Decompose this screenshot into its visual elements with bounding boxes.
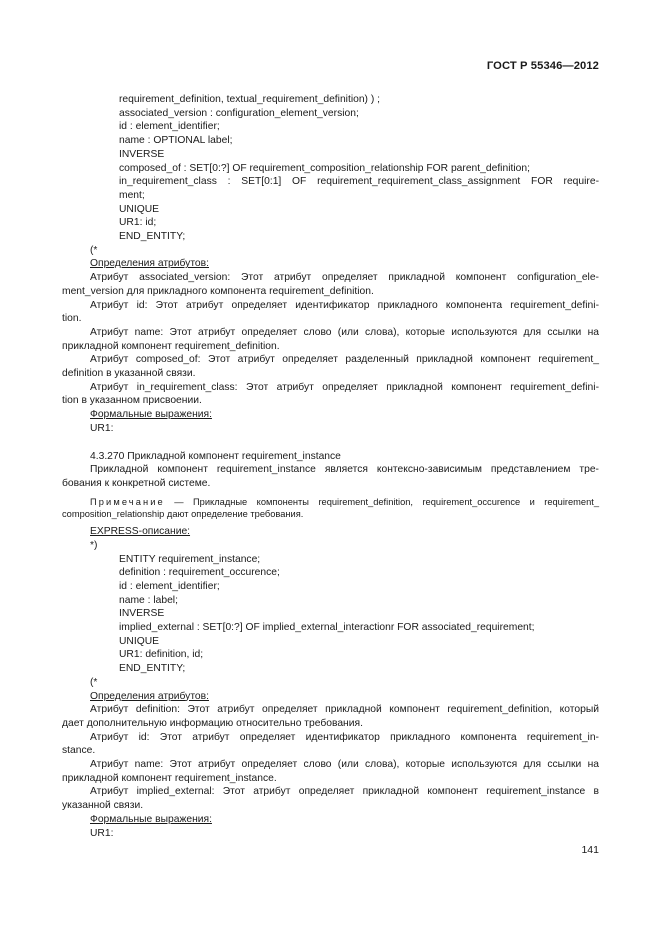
attribute-text: прикладной компонент requirement_instance. [62, 772, 277, 784]
formal-expressions-heading: Формальные выражения: [90, 409, 212, 421]
code-line: id : element_identifier; [119, 580, 220, 592]
code-line: name : OPTIONAL label; [119, 135, 233, 147]
attribute-text: Атрибут associated_version: Этот атрибут определяет прикладной компонент configuration_ele- [90, 272, 599, 284]
attributes-heading: Определения атрибутов: [90, 690, 209, 702]
note-line [62, 496, 599, 508]
code-line: id : element_identifier; [119, 121, 220, 133]
code-line: ment; [119, 189, 145, 201]
attribute-text: Атрибут name: Этот атрибут определяет слово (или слова), которые используются для ссылки на [90, 326, 599, 338]
attribute-text: указанной связи. [62, 800, 144, 812]
attribute-text: Атрибут name: Этот атрибут определяет слово (или слова), которые используются для ссылки на [90, 759, 599, 771]
express-heading: EXPRESS-описание: [90, 526, 191, 538]
comment-open: (* [90, 244, 98, 256]
attribute-text: Атрибут id: Этот атрибут определяет идентификатор прикладного компонента requirement_defini- [90, 299, 599, 311]
code-line: INVERSE [119, 608, 165, 620]
section-title: 4.3.270 Прикладной компонент requirement_instance [90, 450, 341, 462]
attribute-text: Атрибут in_requirement_class: Этот атрибут определяет прикладной компонент requirement_defini- [90, 381, 599, 393]
code-line: composed_of : SET[0:?] OF requirement_composition_relationship FOR parent_definition; [119, 162, 530, 174]
comment-open: (* [90, 676, 98, 688]
code-line: UR1: definition, id; [119, 649, 204, 661]
attribute-text: definition в указанной связи. [62, 368, 196, 380]
attribute-text: tion. [62, 313, 82, 325]
code-line: END_ENTITY; [119, 231, 186, 243]
section-description: Прикладной компонент requirement_instance является контексно-зависимым представлением тре- [90, 464, 599, 476]
attribute-text: stance. [62, 745, 96, 757]
page-content [62, 93, 599, 840]
note-text: composition_relationship дают определение требования. [62, 508, 304, 519]
attribute-text: прикладной компонент requirement_definition. [62, 340, 280, 352]
attribute-text: Атрибут definition: Этот атрибут определяет прикладной компонент requirement_definition, который [90, 704, 599, 716]
attribute-text: Атрибут implied_external: Этот атрибут определяет прикладной компонент requirement_instance в [90, 786, 599, 798]
code-line: UNIQUE [119, 635, 160, 647]
attribute-text: дает дополнительную информацию относительно требования. [62, 717, 363, 729]
rule-ur1: UR1: [90, 422, 114, 434]
attribute-text: Атрибут composed_of: Этот атрибут определяет разделенный прикладной компонент requirement_ [90, 354, 599, 366]
attribute-text: Атрибут id: Этот атрибут определяет идентификатор прикладного компонента requirement_in- [90, 731, 599, 743]
code-line: UR1: id; [119, 217, 157, 229]
note-label: Примечание [90, 496, 165, 507]
attribute-text: tion в указанном присвоении. [62, 395, 202, 407]
code-line: definition : requirement_occurence; [119, 567, 280, 579]
note-text: — Прикладные компоненты requirement_definition, requirement_occurence и requirement_ [164, 496, 599, 507]
code-line: associated_version : configuration_element_version; [119, 107, 359, 119]
code-block-requirement-definition [62, 93, 599, 244]
attributes-heading: Определения атрибутов: [90, 258, 209, 270]
section-description: бования к конкретной системе. [62, 477, 211, 489]
page-number: 141 [581, 844, 599, 856]
express-open: *) [90, 539, 98, 551]
code-line: in_requirement_class : SET[0:1] OF requirement_requirement_class_assignment FOR require- [119, 176, 599, 188]
code-line: ENTITY requirement_instance; [119, 553, 261, 565]
code-line: implied_external : SET[0:?] OF implied_external_interactionr FOR associated_requirement; [119, 622, 535, 634]
standard-header: ГОСТ Р 55346—2012 [486, 60, 599, 72]
code-line: UNIQUE [119, 203, 160, 215]
code-line: requirement_definition, textual_requirement_definition) ) ; [119, 94, 381, 105]
code-line: name : label; [119, 594, 178, 606]
code-line: INVERSE [119, 148, 165, 160]
formal-expressions-heading: Формальные выражения: [90, 813, 212, 825]
attribute-text: ment_version для прикладного компонента requirement_definition. [62, 285, 374, 297]
code-block-requirement-instance [62, 553, 599, 676]
rule-ur1: UR1: [90, 827, 114, 839]
code-line: END_ENTITY; [119, 663, 186, 675]
